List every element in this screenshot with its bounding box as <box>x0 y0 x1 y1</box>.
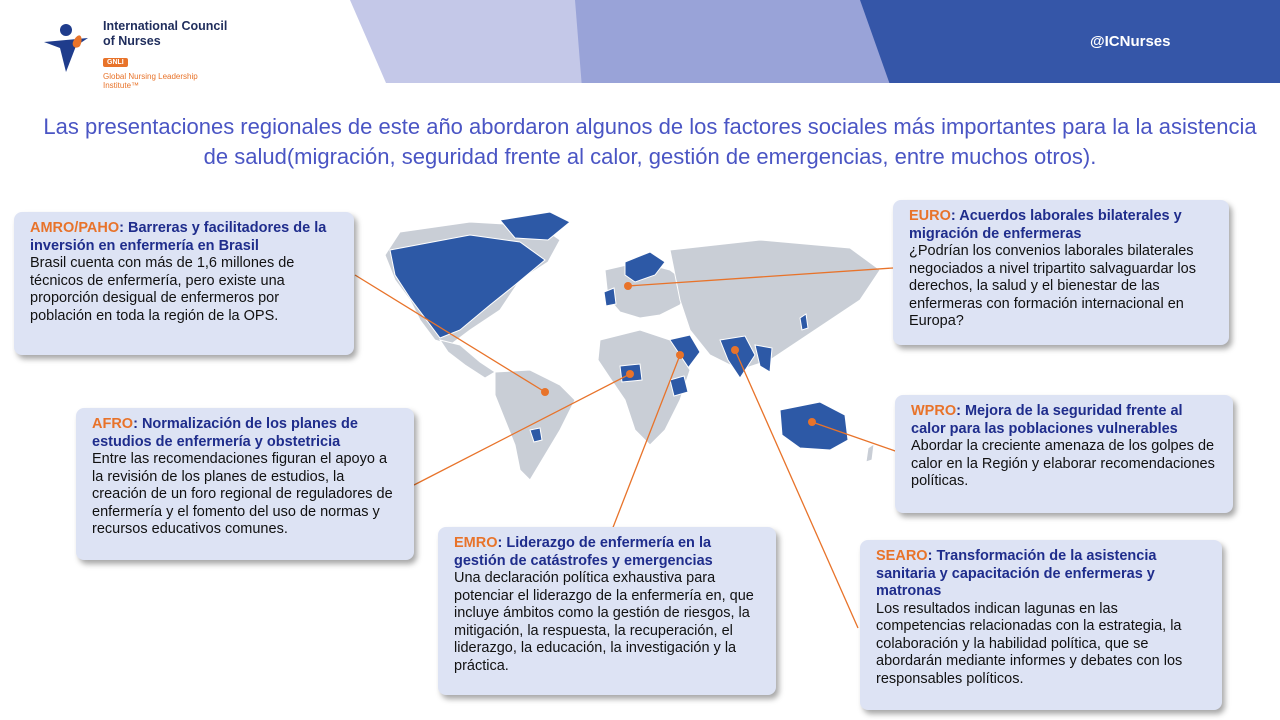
card-amro-body: Brasil cuenta con más de 1,6 millones de técnicos de enfermería, pero existe una proporción desigual de enfermeros por población en toda la región de la OPS. <box>30 255 295 324</box>
card-euro: EURO: Acuerdos laborales bilaterales y migración de enfermeras ¿Podrían los convenios laborales bilaterales negociados a nivel tripartito salvaguardar los derechos, la salud y el bienestar de las enfermeras con formación internacional en Europa? <box>893 200 1229 345</box>
card-wpro: WPRO: Mejora de la seguridad frente al calor para las poblaciones vulnerables Abordar la creciente amenaza de los golpes de calor en la Región y elaborar recomendaciones políticas. <box>895 395 1233 513</box>
card-emro: EMRO: Liderazgo de enfermería en la gestión de catástrofes y emergencias Una declaración política exhaustiva para potenciar el liderazgo de la enfermería en, que incluye ámbitos como la gestión de riesgos, la mitigación, la respuesta, la recuperación, el liderazgo, la educación, la investigación y la práctica. <box>438 527 776 695</box>
card-wpro-region: WPRO <box>911 403 957 419</box>
gnli-name: Global Nursing Leadership Institute™ <box>103 72 198 90</box>
card-afro-region: AFRO <box>92 416 134 432</box>
marker-emro <box>676 351 684 359</box>
landmass-asia <box>670 240 880 370</box>
card-euro-region: EURO <box>909 208 951 224</box>
card-searo-region: SEARO <box>876 548 928 564</box>
card-emro-body: Una declaración política exhaustiva para potenciar el liderazgo de la enfermería en, que incluye ámbitos como la gestión de riesgos, la mitigación, la respuesta, la recuperación, el liderazgo, la educación, la investigación y la práctica. <box>454 570 754 674</box>
card-searo-title: Transformación de la asistencia sanitaria y capacitación de enfermeras y matronas <box>876 548 1157 599</box>
highlight-canada-usa <box>390 235 545 338</box>
card-emro-title: Liderazgo de enfermería en la gestión de catástrofes y emergencias <box>454 535 713 569</box>
marker-amro <box>541 388 549 396</box>
twitter-handle[interactable]: @ICNurses <box>1090 33 1171 50</box>
marker-afro <box>626 370 634 378</box>
highlight-uk <box>604 288 616 306</box>
card-euro-body: ¿Podrían los convenios laborales bilaterales negociados a nivel tripartito salvaguardar los derechos, la salud y el bienestar de las enfermeras con formación internacional en Europa? <box>909 243 1196 329</box>
card-afro-title: Normalización de los planes de estudios de enfermería y obstetricia <box>92 416 358 450</box>
page-headline: Las presentaciones regionales de este año abordaron algunos de los factores sociales más importantes para la la asistencia de salud(migración, seguridad frente al calor, gestión de emergencias, entre muchos otros). <box>43 114 1257 169</box>
marker-wpro <box>808 418 816 426</box>
org-name: International Council of Nurses <box>103 19 228 48</box>
card-afro-body: Entre las recomendaciones figuran el apoyo a la revisión de los planes de estudios, la creación de un foro regional de reguladores de enfermería y el fomento del uso de normas y recursos educativos comunes. <box>92 451 393 537</box>
card-emro-region: EMRO <box>454 535 498 551</box>
card-amro-region: AMRO/PAHO <box>30 220 120 236</box>
card-amro-title: Barreras y facilitadores de la inversión en enfermería en Brasil <box>30 220 327 254</box>
card-amro: AMRO/PAHO: Barreras y facilitadores de la inversión en enfermería en Brasil Brasil cuenta con más de 1,6 millones de técnicos de enfermería, pero existe una proporción desigual de enfermeros por población en toda la región de la OPS. <box>14 212 354 355</box>
gnli-badge: GNLI <box>103 58 128 67</box>
new-zealand <box>866 444 874 462</box>
highlight-australia <box>780 402 848 450</box>
card-afro: AFRO: Normalización de los planes de estudios de enfermería y obstetricia Entre las recomendaciones figuran el apoyo a la revisión de los planes de estudios, la creación de un foro regional de reguladores de enfermería y el fomento del uso de normas y recursos educativos comunes. <box>76 408 414 560</box>
card-searo: SEARO: Transformación de la asistencia sanitaria y capacitación de enfermeras y matronas Los resultados indican lagunas en las competencias relacionadas con la estrategia, la colaboración y la habilidad política, que se abordarán mediante informes y debates con los responsables políticos. <box>860 540 1222 710</box>
marker-searo <box>731 346 739 354</box>
card-wpro-body: Abordar la creciente amenaza de los golpes de calor en la Región y elaborar recomendaciones políticas. <box>911 438 1215 489</box>
card-euro-title: Acuerdos laborales bilaterales y migración de enfermeras <box>909 208 1182 242</box>
card-searo-body: Los resultados indican lagunas en las competencias relacionadas con la estrategia, la colaboración y la habilidad política, que se abordarán mediante informes y debates con los responsables políticos. <box>876 600 1183 687</box>
marker-euro <box>624 282 632 290</box>
central-america <box>440 340 495 378</box>
card-wpro-title: Mejora de la seguridad frente al calor para las poblaciones vulnerables <box>911 403 1183 437</box>
